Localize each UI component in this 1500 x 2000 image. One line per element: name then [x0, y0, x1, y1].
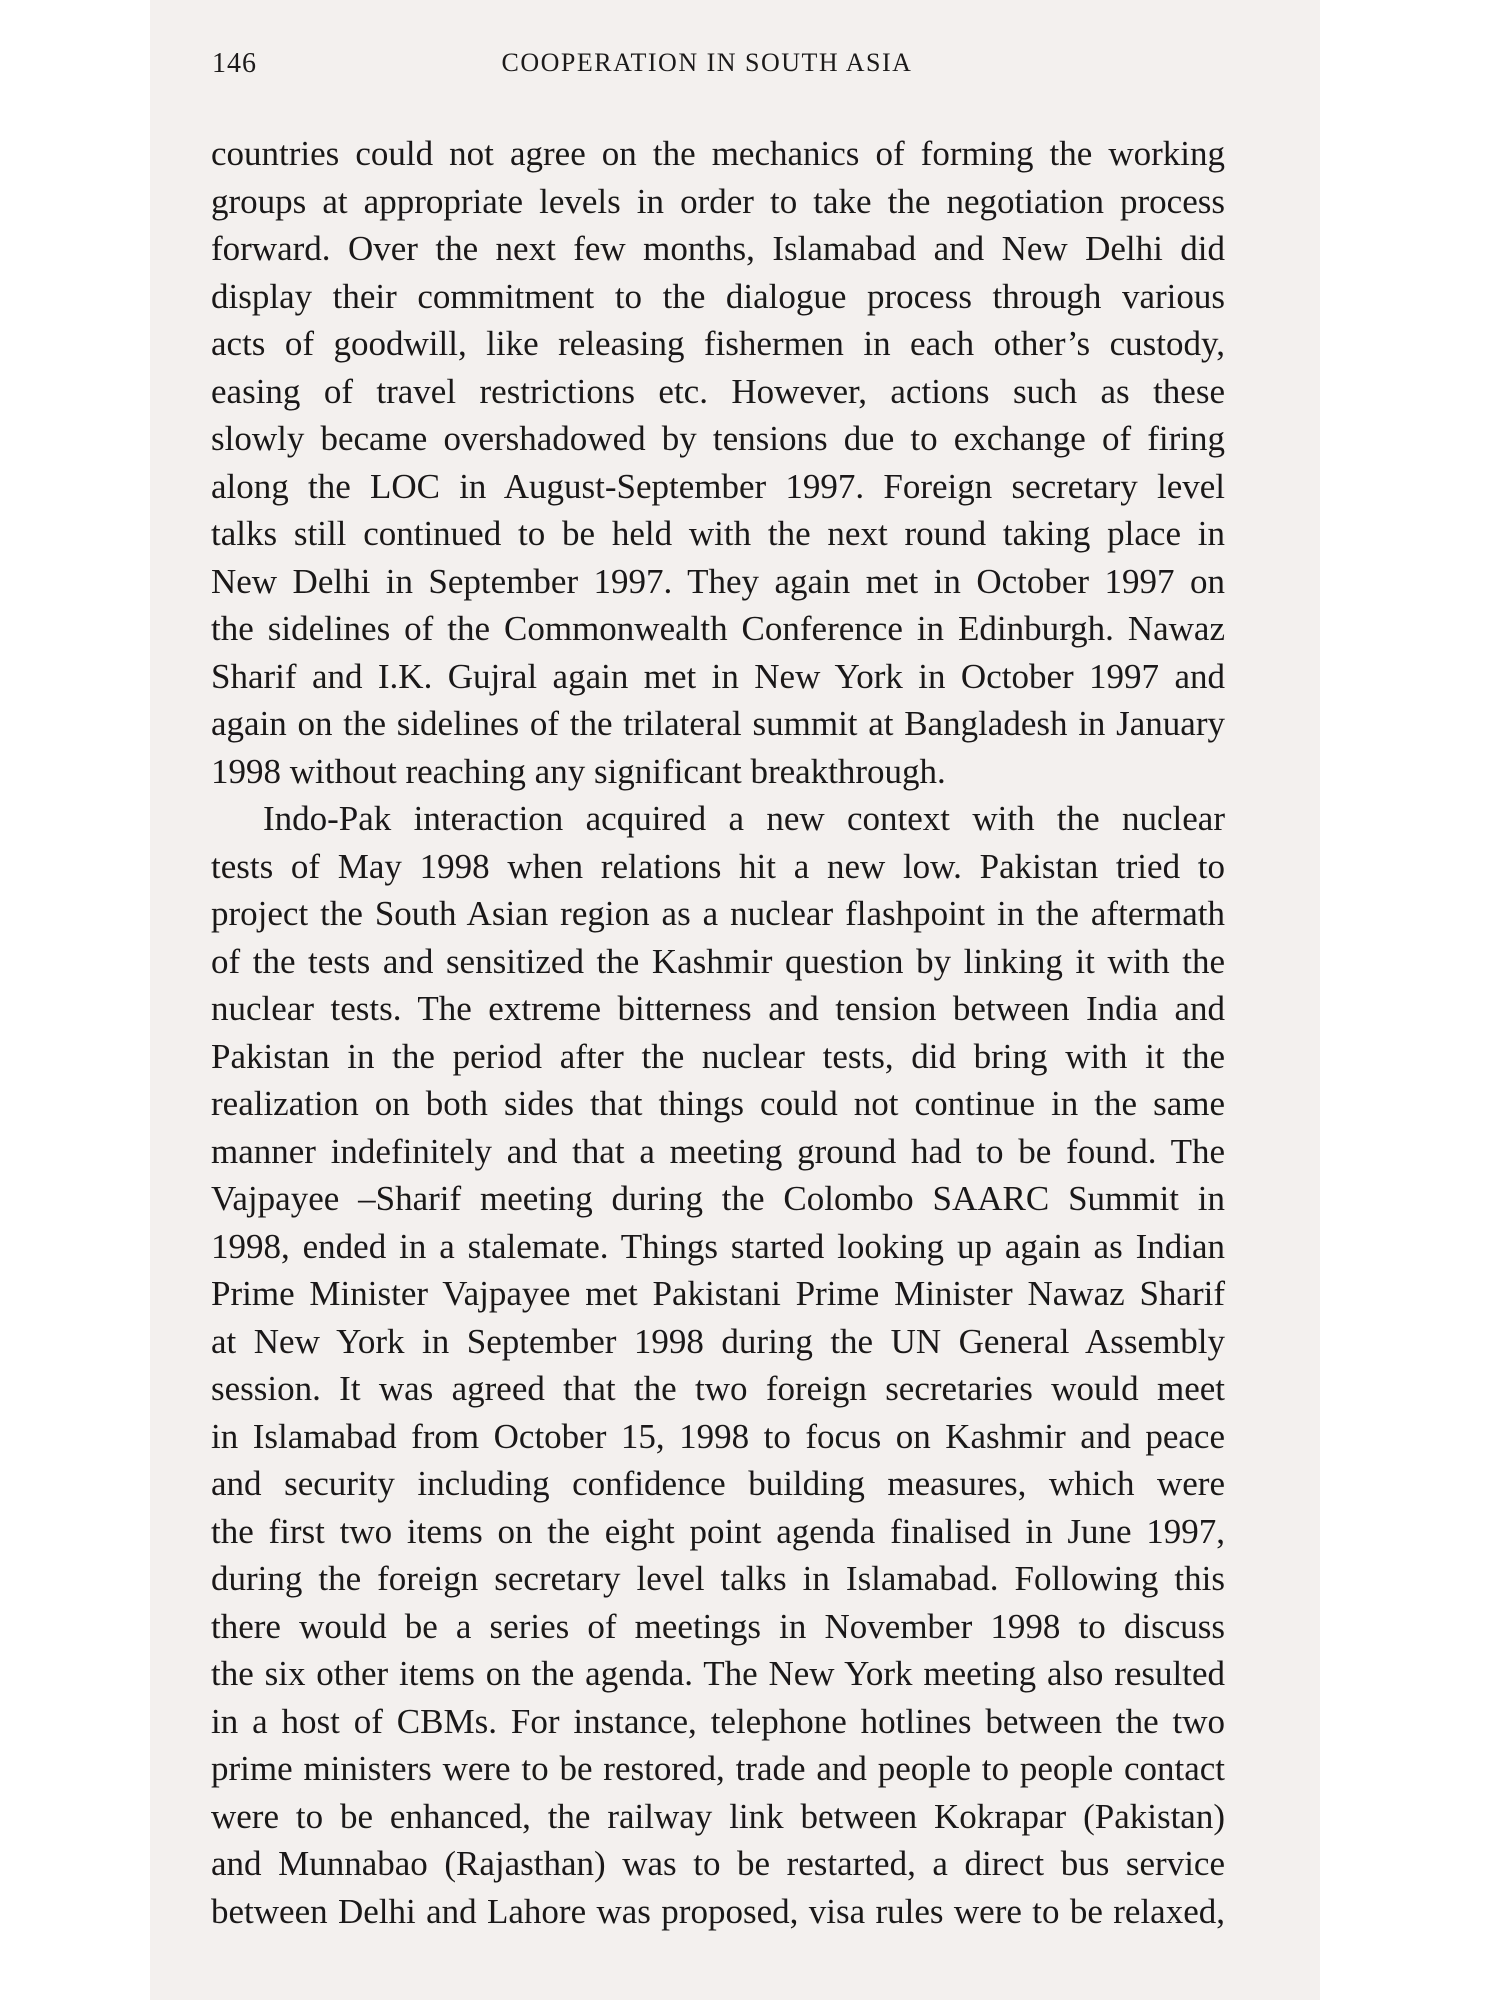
text-line: Pakistan in the period after the nuclear tests, did bring with it the [211, 1036, 1225, 1076]
text-line: acts of goodwill, like releasing fishermen in each other’s custody, [211, 324, 1225, 363]
text-line: prime ministers were to be restored, trade and people to people contact [211, 1749, 1225, 1788]
text-line: the first two items on the eight point agenda finalised in June 1997, [211, 1511, 1225, 1551]
text-line: in Islamabad from October 15, 1998 to focus on Kashmir and peace [211, 1416, 1225, 1456]
text-line: easing of travel restrictions etc. However, actions such as these [211, 371, 1225, 411]
text-line: there would be a series of meetings in November 1998 to discuss [211, 1606, 1225, 1646]
text-line: between Delhi and Lahore was proposed, visa rules were to be relaxed, [211, 1891, 1225, 1931]
text-line: realization on both sides that things could not continue in the same [211, 1084, 1225, 1123]
text-line: groups at appropriate levels in order to take the negotiation process [211, 181, 1225, 221]
text-line: nuclear tests. The extreme bitterness and tension between India and [211, 989, 1225, 1028]
text-line: at New York in September 1998 during the UN General Assembly [211, 1321, 1225, 1361]
text-line: talks still continued to be held with the next round taking place in [211, 514, 1225, 553]
text-line: Indo-Pak interaction acquired a new context with the nuclear [263, 799, 1225, 838]
book-page [150, 0, 1320, 2000]
text-line: and Munnabao (Rajasthan) was to be restarted, a direct bus service [211, 1844, 1225, 1883]
text-line: the sidelines of the Commonwealth Conference in Edinburgh. Nawaz [211, 609, 1225, 648]
text-line: of the tests and sensitized the Kashmir question by linking it with the [211, 941, 1225, 981]
text-line: countries could not agree on the mechanics of forming the working [211, 134, 1225, 173]
text-line: forward. Over the next few months, Islamabad and New Delhi did [211, 229, 1225, 268]
text-line: New Delhi in September 1997. They again met in October 1997 on [211, 561, 1225, 601]
text-line: 1998, ended in a stalemate. Things started looking up again as Indian [211, 1226, 1225, 1266]
text-line: tests of May 1998 when relations hit a new low. Pakistan tried to [211, 846, 1225, 886]
text-line: session. It was agreed that the two foreign secretaries would meet [211, 1369, 1225, 1408]
text-line: were to be enhanced, the railway link between Kokrapar (Pakistan) [211, 1796, 1225, 1836]
text-line: along the LOC in August-September 1997. Foreign secretary level [211, 466, 1225, 506]
paragraph-2 [211, 795, 1225, 1935]
text-line: display their commitment to the dialogue process through various [211, 276, 1225, 316]
text-line: again on the sidelines of the trilateral summit at Bangladesh in January [211, 704, 1225, 743]
text-line: Prime Minister Vajpayee met Pakistani Prime Minister Nawaz Sharif [211, 1274, 1225, 1313]
text-line: Sharif and I.K. Gujral again met in New York in October 1997 and [211, 656, 1225, 696]
page-header [212, 48, 1312, 88]
text-line: the six other items on the agenda. The New York meeting also resulted [211, 1654, 1225, 1693]
text-line: manner indefinitely and that a meeting ground had to be found. The [211, 1131, 1225, 1171]
body-text [211, 130, 1225, 1935]
text-line: in a host of CBMs. For instance, telephone hotlines between the two [211, 1701, 1225, 1741]
text-line: Vajpayee –Sharif meeting during the Colombo SAARC Summit in [211, 1179, 1225, 1218]
text-line: project the South Asian region as a nuclear flashpoint in the aftermath [211, 894, 1225, 933]
text-line: during the foreign secretary level talks in Islamabad. Following this [211, 1559, 1225, 1598]
text-line: 1998 without reaching any significant breakthrough. [211, 751, 946, 791]
running-head: COOPERATION IN SOUTH ASIA [501, 48, 913, 77]
text-line: slowly became overshadowed by tensions due to exchange of firing [211, 419, 1225, 458]
page-number: 146 [212, 48, 257, 79]
text-line: and security including confidence building measures, which were [211, 1464, 1225, 1503]
paragraph-1 [211, 130, 1225, 795]
